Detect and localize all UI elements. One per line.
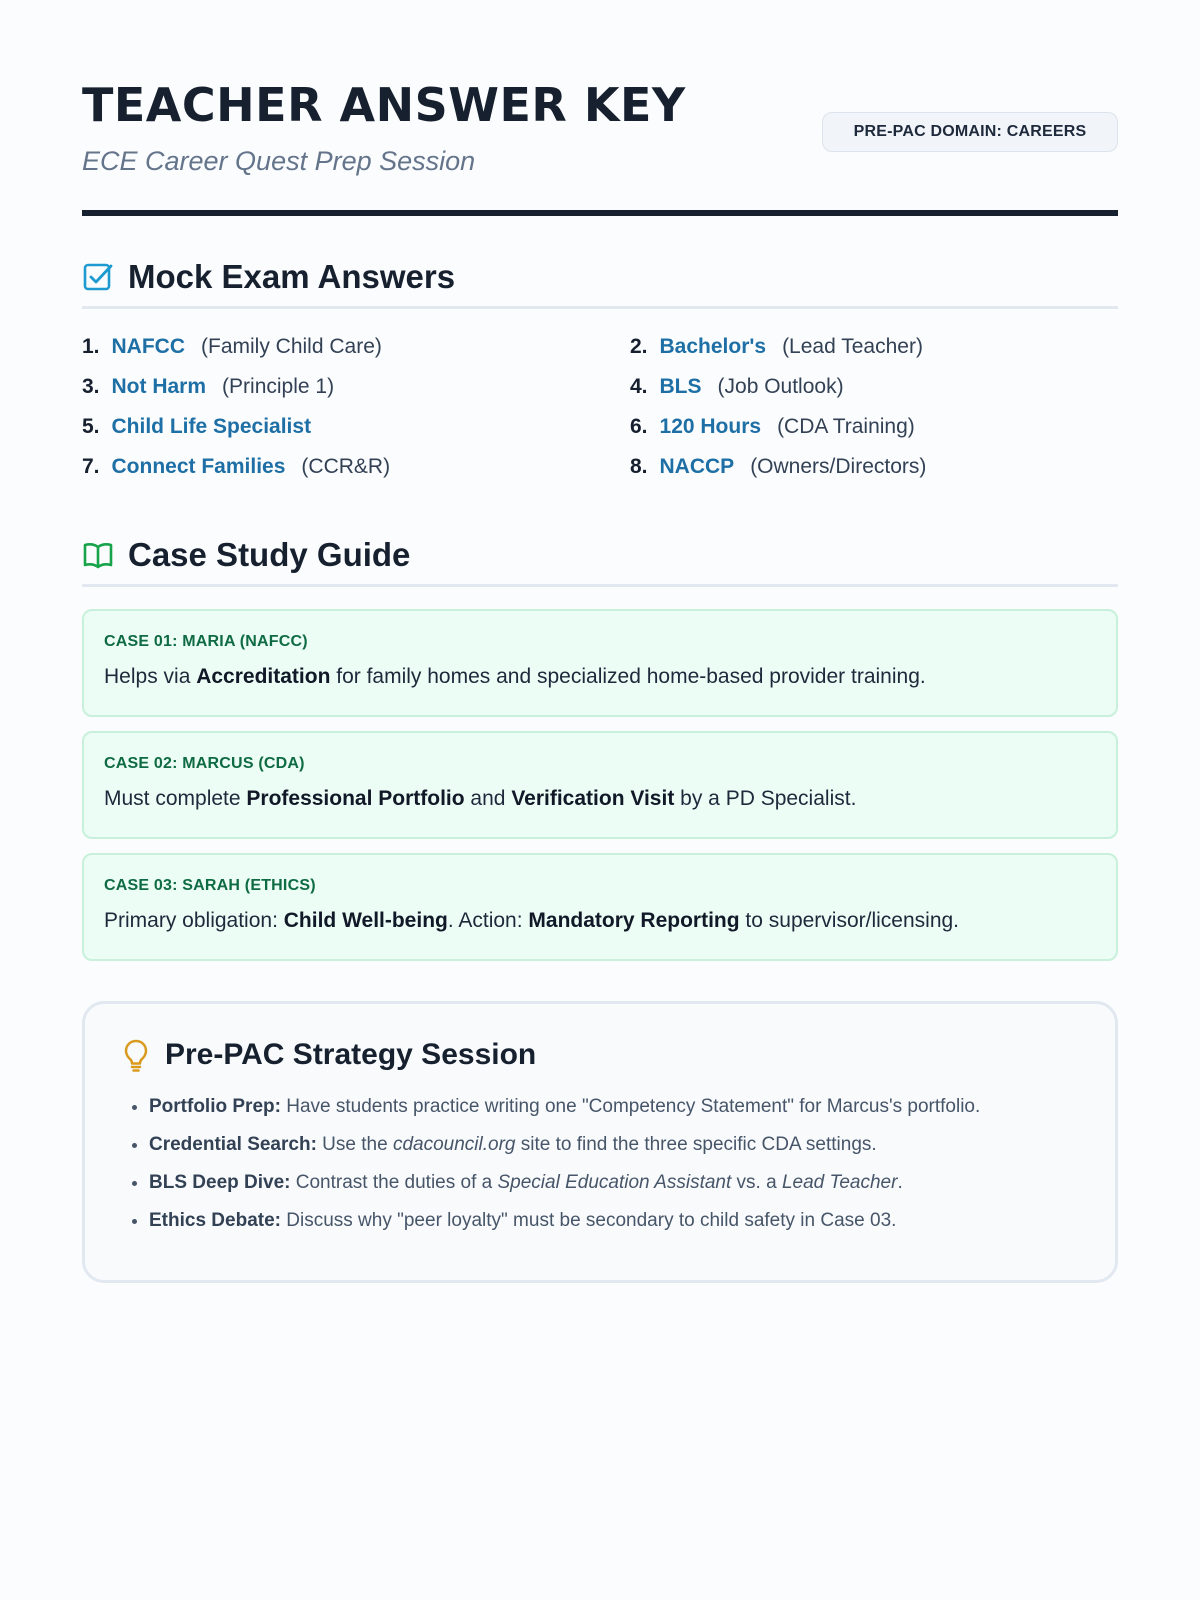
answer-key: Not Harm — [111, 375, 207, 398]
case-study-heading-row — [82, 536, 1118, 587]
answer-item — [630, 455, 1118, 484]
case-study-section — [82, 536, 1118, 961]
tip-text: site to find the three specific CDA settings. — [515, 1134, 877, 1155]
case-text-run: for family homes and specialized home-based provider training. — [330, 665, 926, 688]
page-subtitle: ECE Career Quest Prep Session — [82, 146, 476, 176]
tip-text: Contrast the duties of a — [290, 1172, 498, 1193]
case-card-03 — [82, 853, 1118, 961]
case-text-run: Must complete — [104, 787, 247, 810]
checkbox-icon — [82, 261, 114, 293]
answer-key: NAFCC — [111, 335, 186, 358]
answer-item — [82, 335, 630, 364]
answer-number: 5. — [82, 415, 100, 438]
tip-text: Have students practice writing one "Competency Statement" for Marcus's portfolio. — [280, 1096, 981, 1117]
tip-text: . — [897, 1172, 903, 1193]
case-text-run: Primary obligation: — [104, 909, 284, 932]
domain-badge: PRE-PAC DOMAIN: CAREERS — [822, 112, 1118, 152]
answer-note: (Principle 1) — [222, 375, 335, 398]
answer-item — [82, 415, 630, 444]
open-book-icon — [82, 539, 114, 571]
case-text-run: by a PD Specialist. — [674, 787, 857, 810]
answer-number: 7. — [82, 455, 100, 478]
answer-note: (CDA Training) — [777, 415, 915, 438]
case-study-heading: Case Study Guide — [128, 536, 411, 573]
strategy-tip-list — [121, 1094, 1079, 1234]
case-text-run: . Action: — [447, 909, 529, 932]
case-list — [82, 609, 1118, 961]
answer-number: 6. — [630, 415, 648, 438]
case-title: CASE 02: MARCUS (CDA) — [104, 755, 305, 772]
case-title: CASE 01: MARIA (NAFCC) — [104, 633, 308, 650]
answer-note: (Lead Teacher) — [782, 335, 923, 358]
answer-key: NACCP — [659, 455, 735, 478]
tip-text: vs. a — [731, 1172, 782, 1193]
lightbulb-icon — [121, 1038, 151, 1072]
strategy-tip — [149, 1094, 1079, 1120]
answer-item — [630, 415, 1118, 444]
answer-note: (CCR&R) — [301, 455, 391, 478]
answer-number: 1. — [82, 335, 100, 358]
answer-item — [82, 455, 630, 484]
tip-label: Credential Search: — [149, 1134, 317, 1155]
answer-note: (Job Outlook) — [717, 375, 844, 398]
answer-number: 8. — [630, 455, 648, 478]
answer-item — [630, 335, 1118, 364]
case-card-02 — [82, 731, 1118, 839]
case-key-term: Child Well-being — [283, 909, 448, 932]
strategy-session-box — [82, 1001, 1118, 1283]
case-text-run: to supervisor/licensing. — [739, 909, 960, 932]
answer-number: 2. — [630, 335, 648, 358]
answer-key: 120 Hours — [659, 415, 762, 438]
answer-note: (Family Child Care) — [201, 335, 382, 358]
case-text — [104, 909, 1094, 933]
case-key-term: Accreditation — [196, 665, 331, 688]
answers-grid — [82, 335, 1118, 484]
case-text-run: Helps via — [104, 665, 197, 688]
strategy-tip — [149, 1208, 1079, 1234]
case-key-term: Verification Visit — [511, 787, 675, 810]
answer-note: (Owners/Directors) — [750, 455, 927, 478]
case-text-run: and — [464, 787, 512, 810]
answer-item — [82, 375, 630, 404]
strategy-tip — [149, 1132, 1079, 1158]
answer-key: BLS — [659, 375, 702, 398]
case-key-term: Mandatory Reporting — [528, 909, 740, 932]
tip-label: BLS Deep Dive: — [149, 1172, 291, 1193]
strategy-heading: Pre-PAC Strategy Session — [165, 1038, 537, 1071]
tip-label: Portfolio Prep: — [149, 1096, 281, 1117]
answer-number: 4. — [630, 375, 648, 398]
page-title: TEACHER ANSWER KEY — [82, 78, 686, 132]
page-header — [82, 0, 1118, 216]
mock-exam-heading-row — [82, 258, 1118, 309]
tip-text: Discuss why "peer loyalty" must be secondary to child safety in Case 03. — [280, 1210, 897, 1231]
tip-role: Special Education Assistant — [497, 1172, 732, 1193]
tip-label: Ethics Debate: — [149, 1210, 281, 1231]
case-key-term: Professional Portfolio — [246, 787, 465, 810]
answer-item — [630, 375, 1118, 404]
tip-role: Lead Teacher — [781, 1172, 898, 1193]
answer-key: Connect Families — [111, 455, 286, 478]
case-title: CASE 03: SARAH (ETHICS) — [104, 877, 316, 894]
case-text — [104, 665, 1094, 689]
answer-key: Child Life Specialist — [111, 415, 312, 438]
strategy-heading-row — [121, 1038, 1079, 1072]
tip-website: cdacouncil.org — [392, 1134, 516, 1155]
strategy-tip — [149, 1170, 1079, 1196]
mock-exam-heading: Mock Exam Answers — [128, 258, 456, 295]
case-card-01 — [82, 609, 1118, 717]
tip-text: Use the — [316, 1134, 393, 1155]
case-text — [104, 787, 1094, 811]
answer-key: Bachelor's — [659, 335, 767, 358]
mock-exam-section — [82, 258, 1118, 484]
answer-number: 3. — [82, 375, 100, 398]
